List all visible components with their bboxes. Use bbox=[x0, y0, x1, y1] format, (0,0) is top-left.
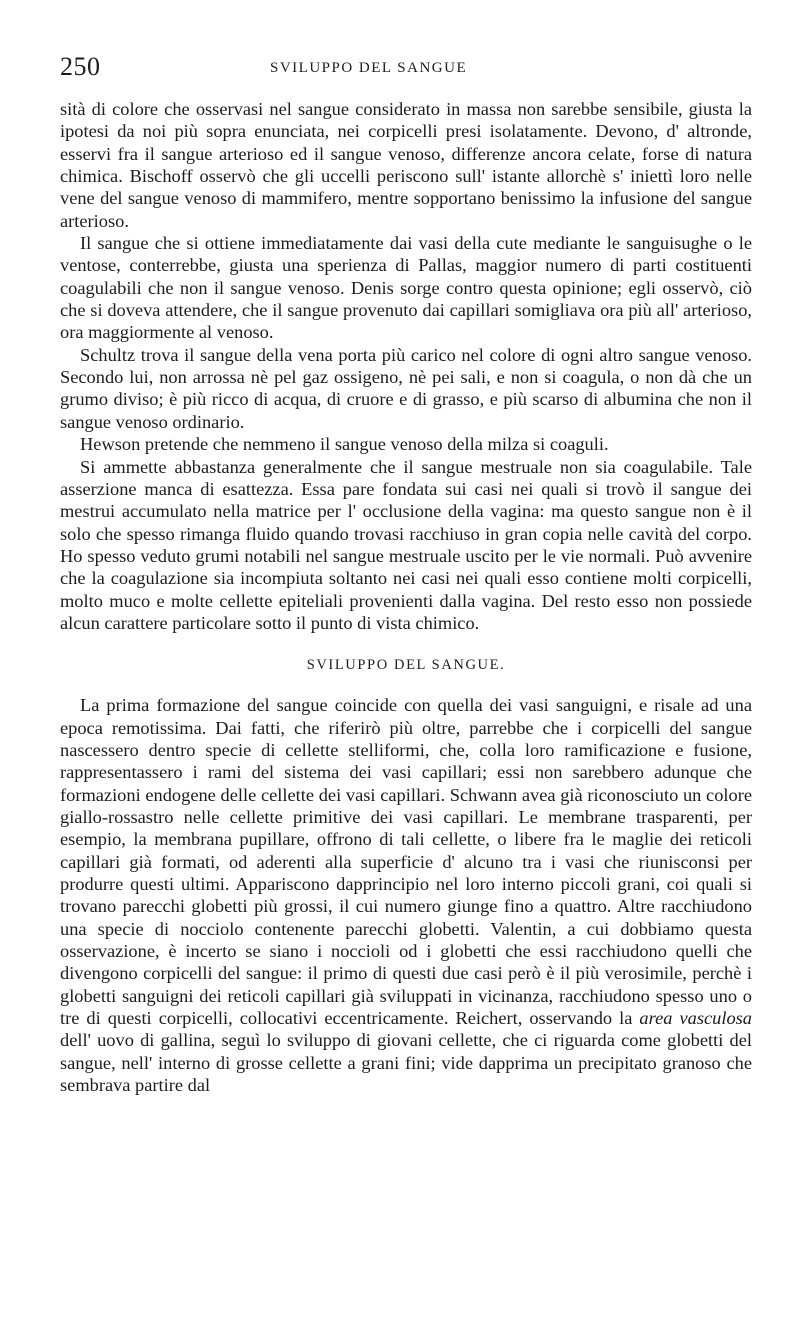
paragraph-4: Hewson pretende che nemmeno il sangue venoso della milza si coaguli. bbox=[80, 434, 609, 455]
paragraph-6 bbox=[60, 694, 752, 1096]
running-head: SVILUPPO DEL SANGUE bbox=[270, 60, 468, 76]
page-number: 250 bbox=[60, 52, 101, 81]
italic-term: area vasculosa bbox=[639, 1008, 752, 1029]
page-header bbox=[60, 52, 750, 82]
paragraph-5: Si ammette abbastanza generalmente che il sangue mestruale non sia coagulabile. Tale asserzione manca di esattezza. Essa pare fondata sui casi nei quali si trovò il sangue dei mestrui accumulato nella matrice per l' occlusione della vagina: ma questo sangue non è il solo che spesso rimanga fluido quando trovasi racchiuso in gran copia nelle cavità del corpo. Ho spesso veduto grumi notabili nel sangue mestruale uscito per le vie normali. Può avvenire che la coagulazione sia incompiuta soltanto nei casi nei quali esso contiene molti corpicelli, molto muco e molte cellette epiteliali provenienti dalla vagina. Del resto esso non possiede alcun carattere particolare sotto il punto di vista chimico. bbox=[60, 456, 752, 633]
section-heading: SVILUPPO DEL SANGUE. bbox=[306, 657, 506, 674]
paragraph-6-text-b: dell' uovo di gallina, seguì lo sviluppo di giovani cellette, che ci riguarda come globetti del sangue, nell' interno di grosse cellette a grani fini; vide dapprima un precipitato granoso che sembrava partire dal bbox=[60, 1030, 752, 1096]
paragraph-3: Schultz trova il sangue della vena porta più carico nel colore di ogni altro sangue venoso. Secondo lui, non arrossa nè pel gaz ossigeno, nè pei sali, e non si coagula, o non dà che un grumo diviso; è più ricco di acqua, di cruore e di grasso, e più scarso di albumina che non il sangue venoso ordinario. bbox=[60, 344, 752, 432]
body-text bbox=[60, 98, 752, 1096]
paragraph-1: sità di colore che osservasi nel sangue considerato in massa non sarebbe sensibile, giusta la ipotesi da noi più sopra enunciata, nei corpicelli presi isolatamente. Devono, d' altronde, esservi fra il sangue arterioso ed il sangue venoso, differenze ancora celate, forse di natura chimica. Bischoff osservò che gli uccelli periscono sull' istante allorchè s' iniettì loro nelle vene del sangue venoso di mammifero, mentre sopportano benissimo la infusione del sangue arterioso. bbox=[60, 99, 752, 231]
paragraph-2: Il sangue che si ottiene immediatamente dai vasi della cute mediante le sanguisughe o le ventose, conterrebbe, giusta una sperienza di Pallas, maggior numero di parti costituenti coagulabili che non il sangue venoso. Denis sorge contro questa opinione; egli osservò, ciò che si doveva attendere, che il sangue provenuto dai capillari somigliava ora più all' arterioso, ora maggiormente al venoso. bbox=[60, 233, 752, 343]
paragraph-6-text-a: La prima formazione del sangue coincide con quella dei vasi sanguigni, e risale ad una epoca remotissima. Dai fatti, che riferirò più oltre, parrebbe che i corpicelli del sangue nascessero dentro specie di cellette stelliformi, che, colla loro ramificazione e fusione, rappresentassero i rami del sistema dei vasi capillari; essi non sarebbero adunque che formazioni endogene delle cellette dei vasi capillari. Schwann avea già riconosciuto un colore giallo-rossastro nelle cellette primitive dei vasi capillari. Le membrane trasparenti, per esempio, la membrana pupillare, offrono di tali cellette, o libere fra le maglie dei reticoli capillari già formati, od aderenti alla superficie d' alcuno tra i vasi che riunisconsi per produrre questi ultimi. Appariscono dapprincipio nel loro interno piccoli grani, coi quali si trovano parecchi globetti più grossi, il cui numero giunge fino a quattro. Altre racchiudono una specie di nocciolo contenente parecchi globetti. Valentin, a cui dobbiamo questa osservazione, è incerto se siano i noccioli od i globetti che essi racchiudono quelli che divengono corpicelli del sangue: il primo di questi due casi però è il più verosimile, perchè i globetti sanguigni dei reticoli capillari già sviluppati in vicinanza, racchiudono spesso uno o tre di questi corpicelli, collocativi eccentricamente. Reichert, osservando la bbox=[60, 695, 752, 1029]
